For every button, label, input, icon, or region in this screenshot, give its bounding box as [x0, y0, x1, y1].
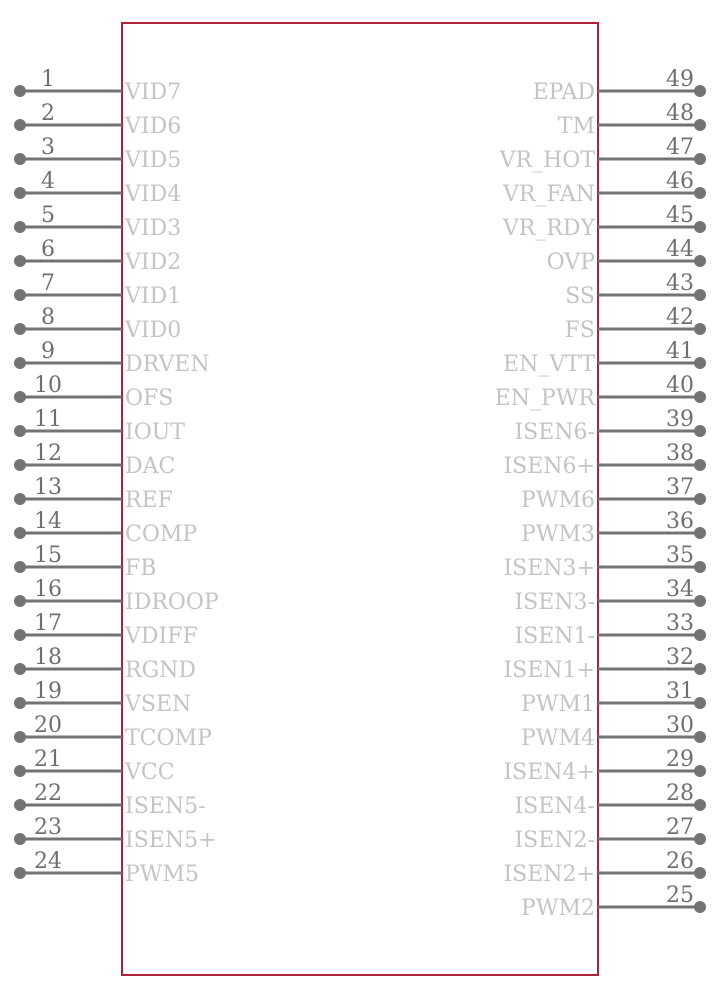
pin-end-dot — [14, 527, 26, 539]
pin-number: 9 — [41, 339, 55, 364]
pin-number: 24 — [34, 849, 62, 874]
pin-number: 34 — [666, 577, 694, 602]
pin-name: COMP — [125, 522, 198, 547]
pin-end-dot — [14, 187, 26, 199]
pin-number: 46 — [666, 169, 694, 194]
pin-name: VCC — [125, 760, 175, 785]
pin-end-dot — [694, 391, 706, 403]
pin-end-dot — [694, 867, 706, 879]
pin-end-dot — [694, 323, 706, 335]
pin-end-dot — [694, 459, 706, 471]
pin-name: EN_VTT — [503, 352, 595, 377]
pin-name: OFS — [125, 386, 174, 411]
pin-number: 26 — [666, 849, 694, 874]
pin-end-dot — [694, 187, 706, 199]
pin-end-dot — [694, 901, 706, 913]
pin-end-dot — [14, 697, 26, 709]
pin-end-dot — [14, 255, 26, 267]
pin-name: EPAD — [532, 80, 595, 105]
pin-end-dot — [14, 833, 26, 845]
pin-name: ISEN1+ — [503, 658, 595, 683]
pin-end-dot — [694, 697, 706, 709]
pin-end-dot — [694, 663, 706, 675]
pin-end-dot — [694, 289, 706, 301]
pin-number: 37 — [666, 475, 694, 500]
pin-name: VID4 — [125, 182, 182, 207]
pin-number: 20 — [34, 713, 62, 738]
pin-number: 32 — [666, 645, 694, 670]
pin-end-dot — [694, 629, 706, 641]
pin-number: 11 — [34, 407, 62, 432]
pin-number: 31 — [666, 679, 694, 704]
pin-end-dot — [14, 731, 26, 743]
pin-name: IOUT — [125, 420, 185, 445]
pin-end-dot — [14, 425, 26, 437]
pin-name: ISEN2+ — [503, 862, 595, 887]
pin-end-dot — [694, 731, 706, 743]
pin-name: VR_FAN — [503, 182, 595, 207]
pin-name: TCOMP — [125, 726, 212, 751]
pin-number: 15 — [34, 543, 62, 568]
pin-number: 3 — [41, 135, 55, 160]
pin-name: VID5 — [125, 148, 182, 173]
pin-end-dot — [694, 493, 706, 505]
pin-name: VID2 — [125, 250, 182, 275]
pin-number: 39 — [666, 407, 694, 432]
pin-end-dot — [694, 221, 706, 233]
pin-end-dot — [14, 459, 26, 471]
pin-name: ISEN4+ — [503, 760, 595, 785]
pin-end-dot — [14, 629, 26, 641]
pin-name: DAC — [125, 454, 176, 479]
pin-name: VID6 — [125, 114, 182, 139]
pin-name: IDROOP — [125, 590, 219, 615]
pin-end-dot — [14, 119, 26, 131]
pin-number: 17 — [34, 611, 62, 636]
pin-number: 7 — [41, 271, 55, 296]
pin-name: DRVEN — [125, 352, 210, 377]
pin-number: 36 — [666, 509, 694, 534]
pin-name: ISEN1- — [514, 624, 595, 649]
pin-name: ISEN5+ — [125, 828, 217, 853]
pin-name: REF — [125, 488, 173, 513]
pin-name: ISEN3- — [514, 590, 595, 615]
pin-number: 33 — [666, 611, 694, 636]
pin-number: 42 — [666, 305, 694, 330]
pin-name: VSEN — [125, 692, 192, 717]
pin-number: 13 — [34, 475, 62, 500]
pin-end-dot — [14, 867, 26, 879]
pin-number: 29 — [666, 747, 694, 772]
pin-number: 48 — [666, 101, 694, 126]
pin-end-dot — [694, 595, 706, 607]
pin-name: VID7 — [125, 80, 182, 105]
pin-name: PWM1 — [521, 692, 595, 717]
pin-end-dot — [694, 425, 706, 437]
pin-number: 45 — [666, 203, 694, 228]
pin-end-dot — [694, 833, 706, 845]
pin-number: 44 — [666, 237, 694, 262]
pin-name: VR_HOT — [499, 148, 595, 173]
pin-number: 41 — [666, 339, 694, 364]
pin-end-dot — [14, 357, 26, 369]
pin-end-dot — [694, 119, 706, 131]
pin-number: 12 — [34, 441, 62, 466]
pin-number: 1 — [41, 67, 55, 92]
pin-name: OVP — [546, 250, 595, 275]
pin-end-dot — [694, 153, 706, 165]
pin-number: 43 — [666, 271, 694, 296]
pin-end-dot — [14, 493, 26, 505]
pin-name: RGND — [125, 658, 197, 683]
pin-name: FB — [125, 556, 157, 581]
pin-number: 10 — [34, 373, 62, 398]
pin-end-dot — [694, 799, 706, 811]
pin-number: 30 — [666, 713, 694, 738]
pin-name: SS — [565, 284, 595, 309]
pin-end-dot — [14, 799, 26, 811]
pin-name: ISEN2- — [514, 828, 595, 853]
pin-name: PWM3 — [521, 522, 595, 547]
pin-number: 8 — [41, 305, 55, 330]
pin-name: ISEN5- — [125, 794, 206, 819]
pin-name: VID1 — [125, 284, 182, 309]
pin-name: VID3 — [125, 216, 182, 241]
pin-number: 21 — [34, 747, 62, 772]
pin-end-dot — [694, 765, 706, 777]
pin-end-dot — [14, 323, 26, 335]
pin-number: 25 — [666, 883, 694, 908]
pin-number: 14 — [34, 509, 62, 534]
pin-name: PWM2 — [521, 896, 595, 921]
pin-end-dot — [694, 85, 706, 97]
pin-number: 47 — [666, 135, 694, 160]
pin-name: VID0 — [125, 318, 182, 343]
pin-end-dot — [14, 765, 26, 777]
pin-number: 4 — [41, 169, 55, 194]
pin-end-dot — [14, 391, 26, 403]
pin-end-dot — [14, 85, 26, 97]
pin-name: PWM4 — [521, 726, 595, 751]
pin-end-dot — [14, 595, 26, 607]
pin-end-dot — [694, 561, 706, 573]
pin-number: 5 — [41, 203, 55, 228]
pin-number: 16 — [34, 577, 62, 602]
pin-name: VDIFF — [125, 624, 198, 649]
pin-number: 49 — [666, 67, 694, 92]
pin-end-dot — [14, 663, 26, 675]
pin-number: 28 — [666, 781, 694, 806]
pin-name: FS — [564, 318, 595, 343]
pin-name: ISEN6- — [514, 420, 595, 445]
pin-number: 22 — [34, 781, 62, 806]
pin-number: 2 — [41, 101, 55, 126]
pin-end-dot — [694, 255, 706, 267]
pin-number: 6 — [41, 237, 55, 262]
pin-name: PWM5 — [125, 862, 199, 887]
pin-end-dot — [14, 221, 26, 233]
pin-number: 18 — [34, 645, 62, 670]
pin-name: ISEN6+ — [503, 454, 595, 479]
pin-number: 19 — [34, 679, 62, 704]
pin-end-dot — [694, 357, 706, 369]
pin-number: 27 — [666, 815, 694, 840]
pin-name: EN_PWR — [494, 386, 595, 411]
pin-name: ISEN4- — [514, 794, 595, 819]
pin-number: 38 — [666, 441, 694, 466]
pin-name: VR_RDY — [502, 216, 595, 241]
pin-end-dot — [14, 561, 26, 573]
pin-name: ISEN3+ — [503, 556, 595, 581]
pin-name: TM — [557, 114, 595, 139]
pin-number: 35 — [666, 543, 694, 568]
pin-end-dot — [14, 289, 26, 301]
pin-end-dot — [14, 153, 26, 165]
pin-number: 23 — [34, 815, 62, 840]
pin-number: 40 — [666, 373, 694, 398]
pin-name: PWM6 — [521, 488, 595, 513]
pin-end-dot — [694, 527, 706, 539]
